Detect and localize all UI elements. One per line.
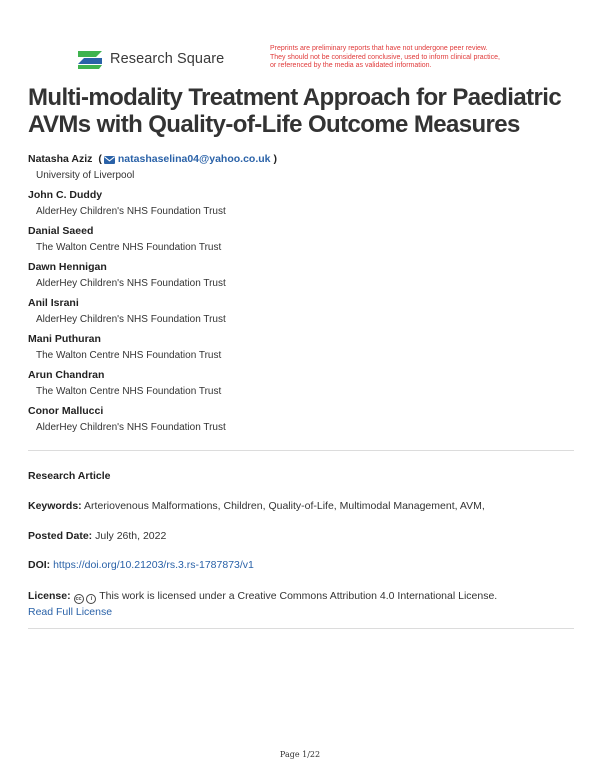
posted-date-label: Posted Date: xyxy=(28,530,93,542)
creative-commons-icon: cc xyxy=(75,596,82,602)
author-entry xyxy=(28,405,576,441)
author-affiliation: AlderHey Children's NHS Foundation Trust xyxy=(36,422,226,433)
author-email-link[interactable]: natashaselina04@yahoo.co.uk xyxy=(117,153,271,165)
author-entry xyxy=(28,297,576,333)
author-name: Arun Chandran xyxy=(28,369,105,381)
keywords-label: Keywords: xyxy=(28,500,82,512)
author-name: Anil Israni xyxy=(28,297,79,309)
doi-link[interactable]: https://doi.org/10.21203/rs.3.rs-1787873/v1 xyxy=(53,559,254,571)
divider xyxy=(28,450,574,451)
license-label: License: xyxy=(28,590,71,602)
attribution-icon: i xyxy=(86,594,96,604)
research-square-logo-icon xyxy=(75,47,105,71)
logo-text: Research Square xyxy=(110,51,225,67)
author-name: Mani Puthuran xyxy=(28,333,101,345)
research-square-logo[interactable] xyxy=(75,47,224,71)
author-entry xyxy=(28,153,576,189)
keywords-value: Arteriovenous Malformations, Children, Quality-of-Life, Multimodal Management, AVM, xyxy=(84,500,485,512)
keywords-row xyxy=(28,500,574,513)
author-entry xyxy=(28,189,576,225)
author-name: Danial Saeed xyxy=(28,225,94,237)
paper-title xyxy=(28,84,576,138)
page-number: Page 1/22 xyxy=(279,750,321,759)
author-affiliation: The Walton Centre NHS Foundation Trust xyxy=(36,350,222,361)
title-line: AVMs with Quality-of-Life Outcome Measures xyxy=(28,111,520,138)
notice-line: or referenced by the media as validated information. xyxy=(270,62,432,70)
author-list xyxy=(28,153,576,441)
author-entry xyxy=(28,225,576,261)
article-type: Research Article xyxy=(28,470,111,482)
author-name: Conor Mallucci xyxy=(28,405,104,417)
license-row xyxy=(28,588,574,620)
author-affiliation: AlderHey Children's NHS Foundation Trust xyxy=(36,278,226,289)
author-entry xyxy=(28,333,576,369)
title-line: Multi-modality Treatment Approach for Paediatric xyxy=(28,84,562,111)
license-text: This work is licensed under a Creative Commons Attribution 4.0 International License. xyxy=(99,590,498,602)
author-affiliation: The Walton Centre NHS Foundation Trust xyxy=(36,386,222,397)
email-icon xyxy=(104,156,115,164)
doi-label: DOI: xyxy=(28,559,51,571)
author-name: Natasha Aziz xyxy=(28,153,93,165)
author-affiliation: University of Liverpool xyxy=(36,170,135,181)
author-email-group: ( natashaselina04@yahoo.co.uk ) xyxy=(98,153,277,165)
doi-row xyxy=(28,559,574,572)
author-entry xyxy=(28,369,576,405)
read-full-license-link[interactable]: Read Full License xyxy=(28,606,113,618)
notice-line: They should not be considered conclusive, used to inform clinical practice, xyxy=(270,53,500,61)
author-affiliation: The Walton Centre NHS Foundation Trust xyxy=(36,242,222,253)
posted-date-row xyxy=(28,530,574,543)
author-affiliation: AlderHey Children's NHS Foundation Trust xyxy=(36,314,226,325)
divider xyxy=(28,628,574,629)
author-affiliation: AlderHey Children's NHS Foundation Trust xyxy=(36,206,226,217)
preprint-notice xyxy=(270,45,540,71)
posted-date-value: July 26th, 2022 xyxy=(95,530,167,542)
notice-line: Preprints are preliminary reports that have not undergone peer review. xyxy=(270,45,488,52)
author-name: Dawn Hennigan xyxy=(28,261,107,273)
author-entry xyxy=(28,261,576,297)
author-name: John C. Duddy xyxy=(28,189,103,201)
